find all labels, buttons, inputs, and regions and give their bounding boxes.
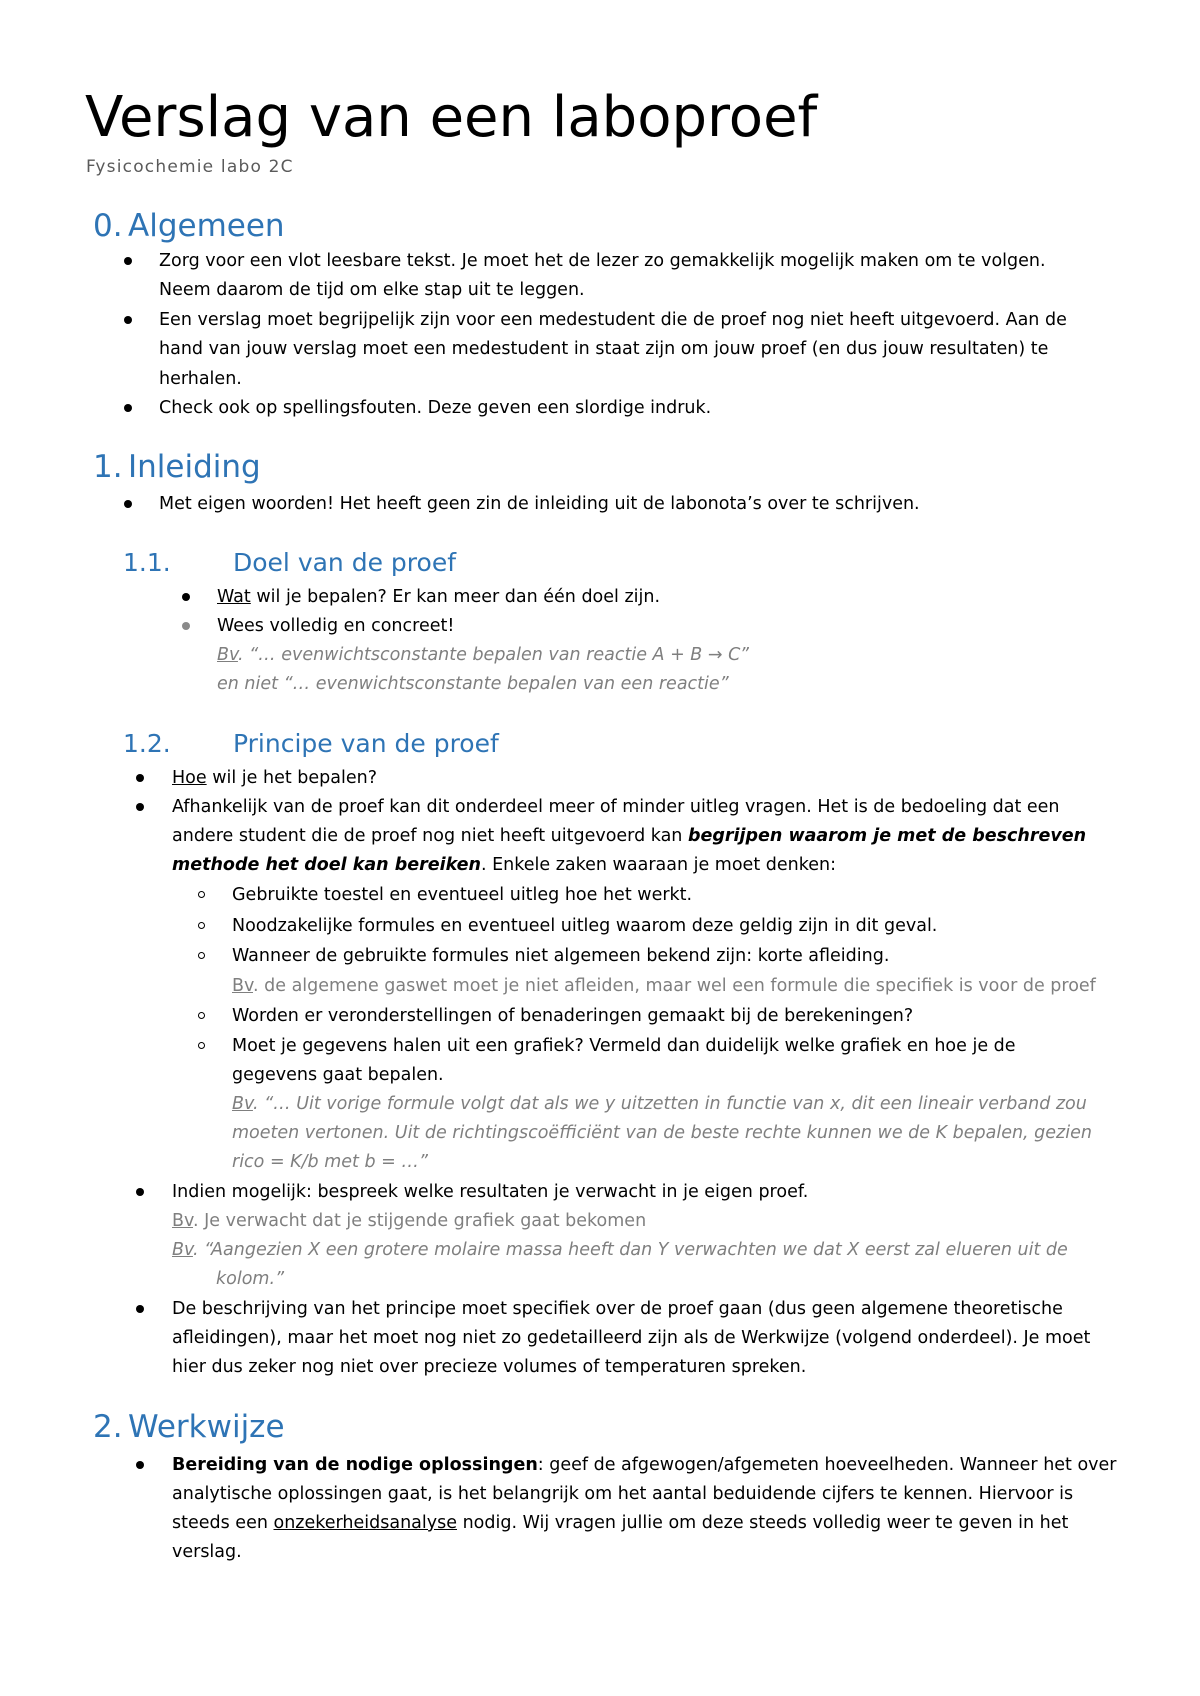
- bullet-icon: [182, 593, 190, 601]
- example-text: kolom.”: [216, 1269, 285, 1289]
- list-item-continuation: verslag.: [172, 1542, 242, 1562]
- example-text: Bv. “… evenwichtsconstante bepalen van reactie A + B → C”: [217, 645, 749, 665]
- heading-text: Algemeen: [128, 208, 285, 244]
- underlined-word: Wat: [217, 587, 251, 607]
- heading-number: 1.: [93, 449, 123, 485]
- list-item-continuation: steeds een onzekerheidsanalyse nodig. Wij vragen jullie om deze steeds volledig weer te geven in het: [172, 1513, 1069, 1533]
- document-title: Verslag van een laboproef: [85, 85, 818, 150]
- sub-list-item: Worden er veronderstellingen of benaderingen gemaakt bij de berekeningen?: [232, 1006, 914, 1026]
- list-item: Check ook op spellingsfouten. Deze geven een slordige indruk.: [159, 398, 712, 418]
- circle-bullet-icon: [198, 952, 205, 959]
- bullet-icon: [136, 1188, 144, 1196]
- list-item: Zorg voor een vlot leesbare tekst. Je moet het de lezer zo gemakkelijk mogelijk maken om te volgen.: [159, 251, 1046, 271]
- heading-number: 1.2.: [123, 729, 171, 758]
- bullet-icon: [124, 257, 132, 265]
- sub-list-item: Gebruikte toestel en eventueel uitleg hoe het werkt.: [232, 885, 693, 905]
- circle-bullet-icon: [198, 1012, 205, 1019]
- heading-text: Werkwijze: [128, 1409, 285, 1445]
- sub-list-item-continuation: gegevens gaat bepalen.: [232, 1065, 444, 1085]
- list-item-continuation: afleidingen), maar het moet nog niet zo gedetailleerd zijn als de Werkwijze (volgend onderdeel). Je moet: [172, 1328, 1091, 1348]
- example-text: rico = K/b met b = …”: [232, 1152, 428, 1172]
- underlined-word: Hoe: [172, 768, 207, 788]
- heading-algemeen: [93, 206, 285, 246]
- circle-bullet-icon: [198, 922, 205, 929]
- emphasis-text: Bereiding van de nodige oplossingen: [172, 1455, 538, 1475]
- bullet-icon: [136, 1461, 144, 1469]
- list-item-continuation: andere student die de proef nog niet heeft uitgevoerd kan begrijpen waarom je met de beschreven: [172, 826, 1087, 846]
- heading-text: Doel van de proef: [233, 548, 456, 577]
- bullet-icon: [136, 774, 144, 782]
- list-item: Bereiding van de nodige oplossingen: geef de afgewogen/afgemeten hoeveelheden. Wanneer het over: [172, 1455, 1117, 1475]
- example-text: Bv. “Aangezien X een grotere molaire massa heeft dan Y verwachten we dat X eerst zal elueren uit de: [172, 1240, 1068, 1260]
- heading-text: Inleiding: [128, 449, 261, 485]
- sub-list-item: Wanneer de gebruikte formules niet algemeen bekend zijn: korte afleiding.: [232, 946, 890, 966]
- emphasis-text: begrijpen waarom je met de beschreven: [687, 826, 1087, 846]
- heading-number: 1.1.: [123, 548, 171, 577]
- list-item: Afhankelijk van de proef kan dit onderdeel meer of minder uitleg vragen. Het is de bedoeling dat een: [172, 797, 1060, 817]
- list-item-continuation: hier dus zeker nog niet over precieze volumes of temperaturen spreken.: [172, 1357, 807, 1377]
- heading-werkwijze: [93, 1407, 285, 1447]
- example-text: en niet “… evenwichtsconstante bepalen van een reactie”: [217, 674, 729, 694]
- example-text: moeten vertonen. Uit de richtingscoëfficiënt van de beste rechte kunnen we de K bepalen, gezien: [232, 1123, 1092, 1143]
- list-item-continuation: herhalen.: [159, 369, 242, 389]
- sub-list-item: Moet je gegevens halen uit een grafiek? Vermeld dan duidelijk welke grafiek en hoe je de: [232, 1036, 1016, 1056]
- sub-list-item: Noodzakelijke formules en eventueel uitleg waarom deze geldig zijn in dit geval.: [232, 916, 938, 936]
- document-subtitle: Fysicochemie labo 2C: [86, 157, 294, 177]
- list-item-continuation: methode het doel kan bereiken. Enkele zaken waaraan je moet denken:: [172, 855, 836, 875]
- heading-number: 0.: [93, 208, 123, 244]
- list-item: Met eigen woorden! Het heeft geen zin de inleiding uit de labonota’s over te schrijven.: [159, 494, 920, 514]
- circle-bullet-icon: [198, 891, 205, 898]
- bullet-icon: [136, 1305, 144, 1313]
- heading-number: 2.: [93, 1409, 123, 1445]
- bullet-icon: [124, 316, 132, 324]
- heading-doel: [123, 546, 456, 580]
- list-item: Een verslag moet begrijpelijk zijn voor een medestudent die de proef nog niet heeft uitgevoerd. Aan de: [159, 310, 1067, 330]
- bullet-icon: [182, 622, 190, 630]
- heading-text: Principe van de proef: [233, 729, 499, 758]
- list-item-continuation: analytische oplossingen gaat, is het belangrijk om het aantal beduidende cijfers te kennen. Hiervoor is: [172, 1484, 1074, 1504]
- circle-bullet-icon: [198, 1042, 205, 1049]
- heading-principe: [123, 727, 499, 761]
- underlined-word: onzekerheidsanalyse: [273, 1513, 458, 1533]
- bullet-icon: [136, 803, 144, 811]
- list-item-continuation: hand van jouw verslag moet een medestudent in staat zijn om jouw proef (en dus jouw resultaten) te: [159, 339, 1049, 359]
- list-item-continuation: Neem daarom de tijd om elke stap uit te leggen.: [159, 280, 585, 300]
- bullet-icon: [124, 500, 132, 508]
- example-text: Bv. “… Uit vorige formule volgt dat als we y uitzetten in functie van x, dit een lineair verband zou: [232, 1094, 1087, 1114]
- list-item: Indien mogelijk: bespreek welke resultaten je verwacht in je eigen proef.: [172, 1182, 809, 1202]
- example-text: Bv. Je verwacht dat je stijgende grafiek gaat bekomen: [172, 1211, 647, 1231]
- list-item: Hoe wil je het bepalen?: [172, 768, 377, 788]
- list-item: Wees volledig en concreet!: [217, 616, 455, 636]
- bullet-icon: [124, 404, 132, 412]
- list-item: De beschrijving van het principe moet specifiek over de proef gaan (dus geen algemene theoretische: [172, 1299, 1063, 1319]
- heading-inleiding: [93, 447, 261, 487]
- list-item: Wat wil je bepalen? Er kan meer dan één doel zijn.: [217, 587, 661, 607]
- example-text: Bv. de algemene gaswet moet je niet afleiden, maar wel een formule die specifiek is voor de proef: [232, 976, 1096, 996]
- emphasis-text: methode het doel kan bereiken: [172, 855, 481, 875]
